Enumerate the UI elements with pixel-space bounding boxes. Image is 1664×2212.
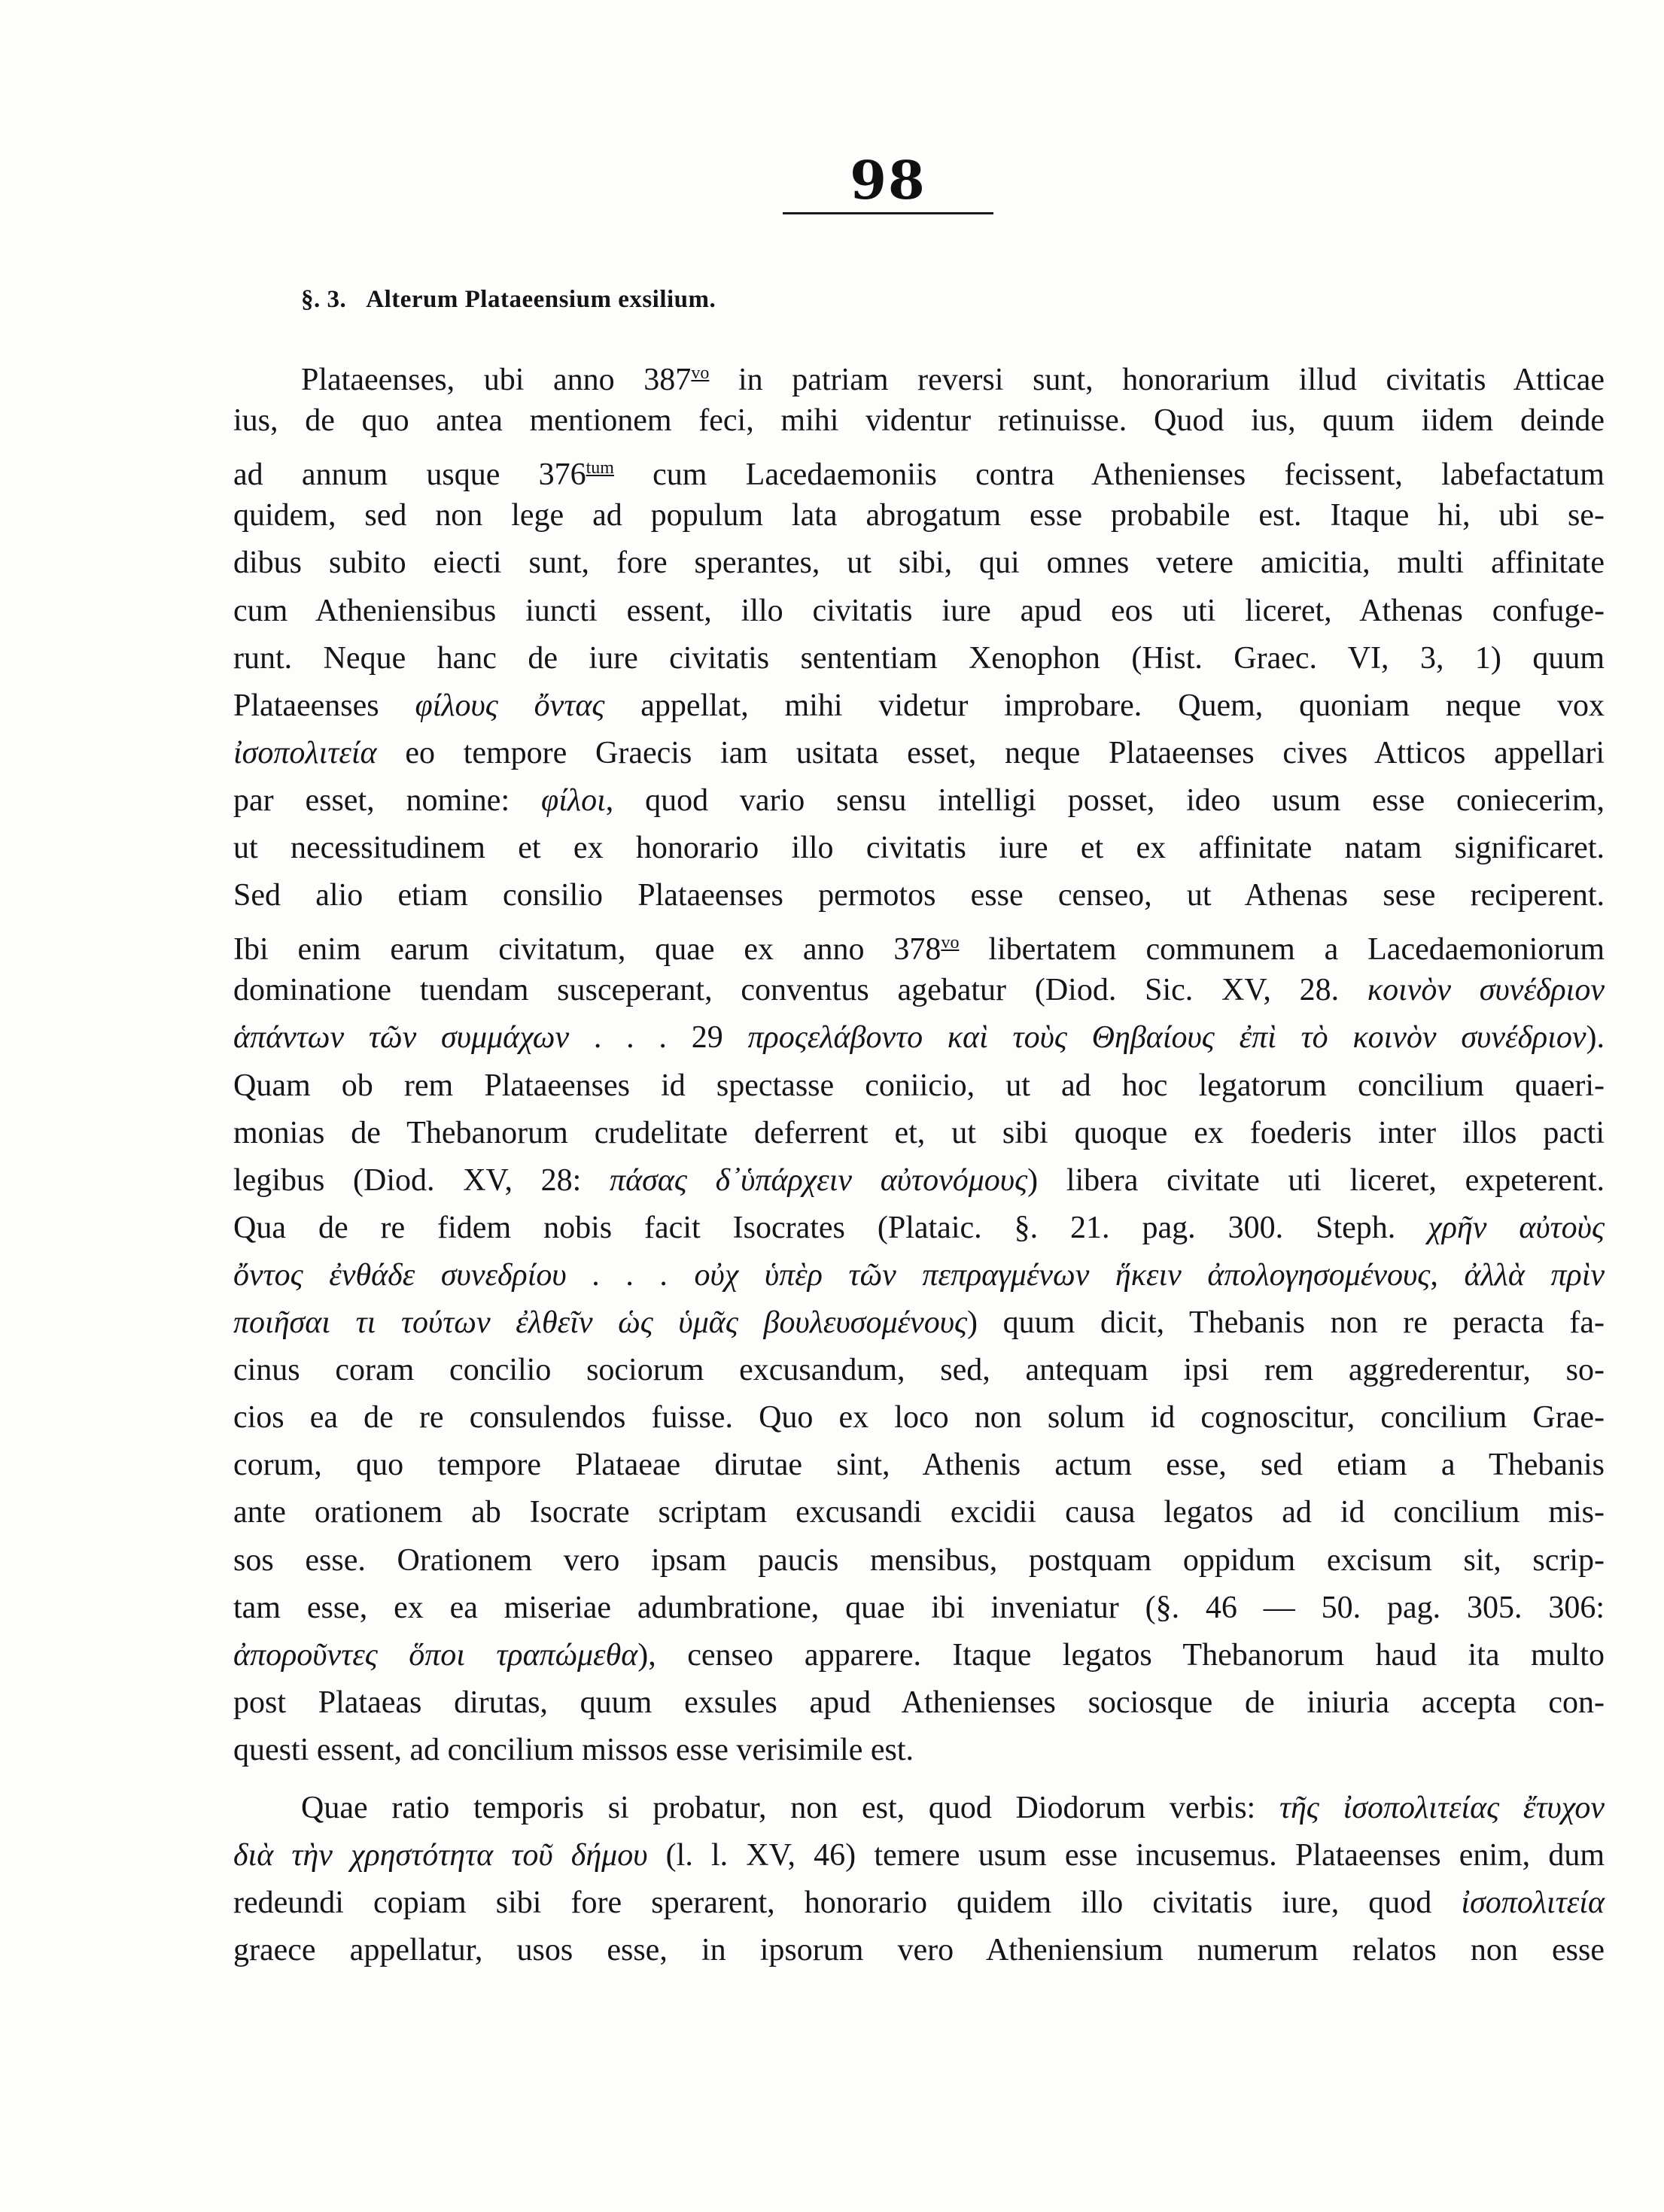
text-line: graece appellatur, usos esse, in ipsorum vero Atheniensium numerum relatos non esse — [233, 1933, 1605, 1967]
text-line: ut necessitudinem et ex honorario illo civitatis iure et ex affinitate natam significaret. — [233, 831, 1605, 865]
text-line: Quae ratio temporis si probatur, non est, quod Diodorum verbis: τῆς ἰσοπολιτείας ἔτυχον — [301, 1791, 1605, 1825]
text-line: tam esse, ex ea miseriae adumbratione, quae ibi inveniatur (§. 46 — 50. pag. 305. 306: — [233, 1591, 1605, 1625]
text-line: ἰσοπολιτεία eo tempore Graecis iam usitata esset, neque Plataeenses cives Atticos appellari — [233, 736, 1605, 770]
text-line: Plataeenses φίλους ὄντας appellat, mihi videtur improbare. Quem, quoniam neque vox — [233, 688, 1605, 723]
text-line: ἁπάντων τῶν συμμάχων . . . 29 προςελάβοντο καὶ τοὺς Θηβαίους ἐπὶ τὸ κοινὸν συνέδριον). — [233, 1020, 1605, 1055]
text-line: post Plataeas dirutas, quum exsules apud Athenienses sociosque de iniuria accepta con- — [233, 1685, 1605, 1720]
text-line: par esset, nomine: φίλοι, quod vario sensu intelligi posset, ideo usum esse coniecerim, — [233, 783, 1605, 818]
text-line: διὰ τὴν χρηστότητα τοῦ δήμου (l. l. XV, 46) temere usum esse incusemus. Plataeenses enim, dum — [233, 1838, 1605, 1873]
text-line: Sed alio etiam consilio Plataeenses permotos esse censeo, ut Athenas sese reciperent. — [233, 878, 1605, 913]
text-line: questi essent, ad concilium missos esse verisimile est. — [233, 1733, 914, 1767]
text-line: Qua de re fidem nobis facit Isocrates (Plataic. §. 21. pag. 300. Steph. χρῆν αὐτοὺς — [233, 1211, 1605, 1245]
text-line: ὄντος ἐνθάδε συνεδρίου . . . οὐχ ὑπὲρ τῶν πεπραγμένων ἥκειν ἀπολογησομένους, ἀλλὰ πρὶν — [233, 1258, 1605, 1293]
text-line: cios ea de re consulendos fuisse. Quo ex loco non solum id cognoscitur, concilium Grae- — [233, 1400, 1605, 1435]
text-line: ius, de quo antea mentionem feci, mihi videntur retinuisse. Quod ius, quum iidem deinde — [233, 403, 1605, 438]
text-line: ante orationem ab Isocrate scriptam excusandi excidii causa legatos ad id concilium mis- — [233, 1495, 1605, 1530]
text-line: redeundi copiam sibi fore sperarent, honorario quidem illo civitatis iure, quod ἰσοπολιτεία — [233, 1885, 1605, 1920]
text-line: legibus (Diod. XV, 28: πάσας δ᾽ὑπάρχειν αὐτονόμους) libera civitate uti liceret, expeterent. — [233, 1163, 1605, 1198]
text-line: cum Atheniensibus iuncti essent, illo civitatis iure apud eos uti liceret, Athenas confuge- — [233, 594, 1605, 628]
text-line: ἀποροῦντες ὅποι τραπώμεθα), censeo apparere. Itaque legatos Thebanorum haud ita multo — [233, 1638, 1605, 1673]
ordinal-superscript: vo — [941, 933, 960, 953]
text-line: Plataeenses, ubi anno $387^{vo}$ in patriam reversi sunt, honorarium illud civitatis Atticae — [301, 363, 1605, 397]
text-line: dibus subito eiecti sunt, fore sperantes, ut sibi, qui omnes vetere amicitia, multi affinitate — [233, 545, 1605, 580]
section-title: Alterum Plataeensium exsilium. — [366, 286, 716, 313]
text-line: monias de Thebanorum crudelitate deferrent et, ut sibi quoque ex foederis inter illos pacti — [233, 1116, 1605, 1150]
text-line: quidem, sed non lege ad populum lata abrogatum esse probabile est. Itaque hi, ubi se- — [233, 498, 1605, 533]
text-line: sos esse. Orationem vero ipsam paucis mensibus, postquam oppidum excisum sit, scrip- — [233, 1543, 1605, 1578]
page-number: 98 — [850, 149, 926, 211]
text-line: cinus coram concilio sociorum excusandum, sed, antequam ipsi rem aggrederentur, so- — [233, 1353, 1605, 1387]
text-line: ποιῆσαι τι τούτων ἐλθεῖν ὡς ὑμᾶς βουλευσομένους) quum dicit, Thebanis non re peracta fa- — [233, 1305, 1605, 1340]
text-line: Quam ob rem Plataeenses id spectasse coniicio, ut ad hoc legatorum concilium quaeri- — [233, 1068, 1605, 1103]
text-line: corum, quo tempore Plataeae dirutae sint, Athenis actum esse, sed etiam a Thebanis — [233, 1448, 1605, 1482]
text-line: Ibi enim earum civitatum, quae ex anno $378^{vo}$ libertatem communem a Lacedaemoniorum — [233, 932, 1605, 967]
ordinal-superscript: vo — [691, 363, 710, 383]
text-line: ad annum usque $376^{tum}$ cum Lacedaemoniis contra Athenienses fecissent, labefactatum — [233, 457, 1605, 492]
text-line: dominatione tuendam susceperant, conventus agebatur (Diod. Sic. XV, 28. κοινὸν συνέδριον — [233, 973, 1605, 1007]
section-number: §. 3. — [301, 286, 347, 313]
ordinal-superscript: tum — [586, 458, 614, 478]
text-line: runt. Neque hanc de iure civitatis sententiam Xenophon (Hist. Graec. VI, 3, 1) quum — [233, 641, 1605, 676]
